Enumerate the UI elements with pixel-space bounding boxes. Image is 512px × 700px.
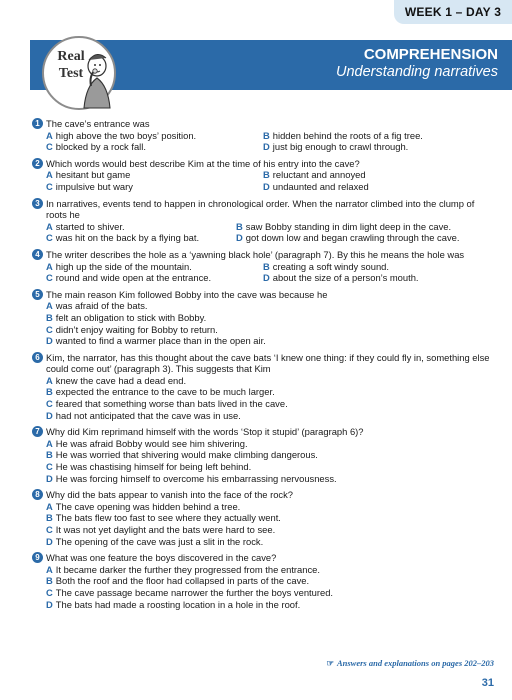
answer-option[interactable]: A knew the cave had a dead end.: [46, 374, 187, 386]
question-text: What was one feature the boys discovered in the cave?: [46, 552, 277, 564]
answers-reference: [326, 658, 494, 669]
answer-option[interactable]: A started to shiver.: [46, 220, 125, 232]
badge-line-1: Real: [57, 49, 85, 64]
question-text: In narratives, events tend to happen in chronological order. When the narrator climbed into the clump of roots he: [46, 197, 475, 221]
answer-option[interactable]: A He was afraid Bobby would see him shivering.: [46, 437, 248, 449]
answers-reference-text: Answers and explanations on pages 202–203: [336, 658, 494, 668]
question-number: 7: [32, 426, 43, 437]
question: [35, 118, 494, 153]
question: [35, 351, 494, 422]
answer-option[interactable]: B expected the entrance to the cave to be much larger.: [46, 386, 275, 398]
answer-option[interactable]: D got down low and began crawling through the cave.: [236, 232, 460, 244]
question-number: 8: [32, 489, 43, 500]
question: [35, 197, 494, 244]
answer-option[interactable]: D had not anticipated that the cave was in use.: [46, 409, 241, 421]
question-text: The writer describes the hole as a ‘yawning black hole’ (paragraph 7). By this he means the hole was: [46, 248, 465, 260]
answer-option[interactable]: B saw Bobby standing in dim light deep in the cave.: [236, 220, 452, 232]
answer-option[interactable]: A was afraid of the bats.: [46, 300, 148, 312]
answer-option[interactable]: B He was worried that shivering would make climbing dangerous.: [46, 449, 318, 461]
answer-option[interactable]: A It became darker the further they progressed from the entrance.: [46, 563, 320, 575]
answer-option[interactable]: B Both the roof and the floor had collapsed in parts of the cave.: [46, 575, 310, 587]
week-day-tab: [394, 0, 512, 24]
answer-option[interactable]: D undaunted and relaxed: [263, 180, 369, 192]
badge-line-2: Test: [58, 66, 84, 81]
question: [35, 157, 494, 193]
answer-option[interactable]: C He was chastising himself for being left behind.: [46, 461, 252, 473]
question-text: The main reason Kim followed Bobby into the cave was because he: [46, 288, 328, 300]
question: [35, 248, 494, 284]
answer-option[interactable]: A The cave opening was hidden behind a tree.: [46, 500, 241, 512]
question: [35, 426, 494, 484]
question-number: 5: [32, 289, 43, 300]
question-number: 3: [32, 198, 43, 209]
answer-option[interactable]: C feared that something worse than bats lived in the cave.: [46, 398, 288, 410]
real-test-badge: [42, 36, 116, 110]
answer-option[interactable]: B The bats flew too fast to see where they actually went.: [46, 512, 281, 524]
answer-option[interactable]: A high above the two boys’ position.: [46, 129, 197, 141]
question-number: 6: [32, 352, 43, 363]
answer-option[interactable]: D The bats had made a roosting location in a hole in the roof.: [46, 598, 301, 610]
answer-option[interactable]: C The cave passage became narrower the further the boys ventured.: [46, 586, 334, 598]
answer-option[interactable]: C impulsive but wary: [46, 180, 133, 192]
question-list: [35, 118, 494, 615]
page-number: 31: [481, 677, 494, 689]
week-day-label: WEEK 1 – DAY 3: [404, 5, 502, 19]
answer-option[interactable]: A high up the side of the mountain.: [46, 260, 192, 272]
answer-option[interactable]: B creating a soft windy sound.: [263, 260, 389, 272]
answer-option[interactable]: C didn’t enjoy waiting for Bobby to return.: [46, 323, 218, 335]
answer-option[interactable]: A hesitant but game: [46, 169, 131, 181]
answer-option[interactable]: D wanted to find a warmer place than in the open air.: [46, 335, 266, 347]
question-text: Kim, the narrator, has this thought about the cave bats ‘I knew one thing: if they could fly in, something else could come out’ (paragraph 3). This suggests that Kim: [46, 351, 490, 375]
question: [35, 552, 494, 610]
answer-option[interactable]: C was hit on the back by a flying bat.: [46, 232, 200, 244]
section-title: COMPREHENSION: [363, 46, 498, 63]
thinking-man-icon: [44, 38, 118, 112]
question-number: 2: [32, 158, 43, 169]
answer-option[interactable]: B felt an obligation to stick with Bobby.: [46, 311, 207, 323]
question-text: The cave’s entrance was: [46, 118, 150, 129]
question-text: Which words would best describe Kim at the time of his entry into the cave?: [46, 157, 360, 169]
answer-option[interactable]: D about the size of a person’s mouth.: [263, 272, 419, 284]
question: [35, 288, 494, 347]
answer-option[interactable]: D just big enough to crawl through.: [263, 141, 409, 153]
question-number: 4: [32, 249, 43, 260]
answer-option[interactable]: B hidden behind the roots of a fig tree.: [263, 129, 423, 141]
pointing-hand-icon: ☞: [326, 658, 334, 668]
question: [35, 489, 494, 547]
answer-option[interactable]: C blocked by a rock fall.: [46, 141, 146, 153]
answer-option[interactable]: D He was forcing himself to overcome his embarrassing nervousness.: [46, 472, 337, 484]
question-text: Why did Kim reprimand himself with the words ‘Stop it stupid’ (paragraph 6)?: [46, 426, 364, 438]
answer-option[interactable]: D The opening of the cave was just a slit in the rock.: [46, 535, 264, 547]
section-subtitle: Understanding narratives: [335, 64, 498, 80]
question-number: 9: [32, 552, 43, 563]
question-number: 1: [32, 118, 43, 129]
answer-option[interactable]: B reluctant and annoyed: [263, 169, 366, 181]
answer-option[interactable]: C round and wide open at the entrance.: [46, 272, 212, 284]
answer-option[interactable]: C It was not yet daylight and the bats were hard to see.: [46, 524, 276, 535]
question-text: Why did the bats appear to vanish into the face of the rock?: [46, 489, 294, 501]
